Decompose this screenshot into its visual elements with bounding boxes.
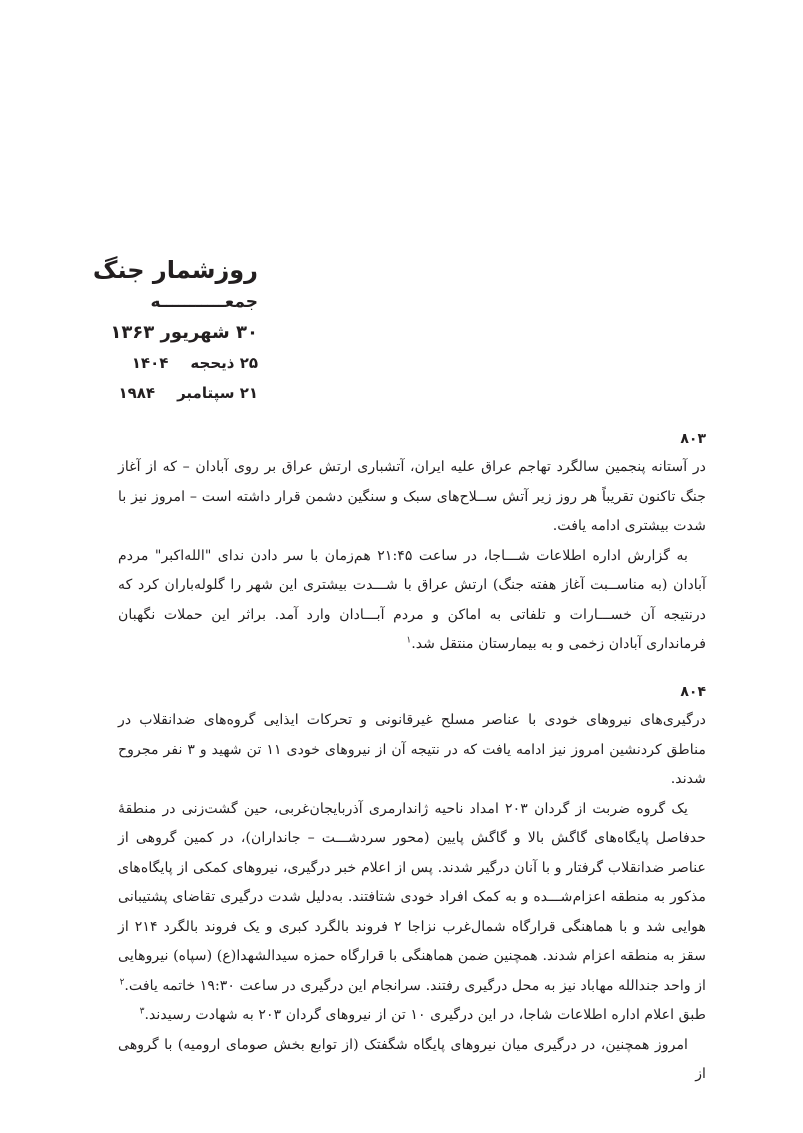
gregorian-day: ۲۱ سپتامبر xyxy=(177,384,258,402)
footnote-marker: ۲ xyxy=(119,976,125,987)
entry-number: ۸۰۴ xyxy=(680,684,706,700)
lunar-year: ۱۴۰۴ xyxy=(131,354,169,372)
gregorian-date xyxy=(98,378,258,408)
paragraph: درگیری‌های نیروهای خودی با عناصر مسلح غیرقانونی و تحرکات ایذایی گروه‌های ضدانقلاب در مناطق کردنشین امروز نیز ادامه یافت که در نتیجه آن از نیروهای خودی ۱۱ تن شهید و ۳ نفر مجروح شدند. xyxy=(118,712,707,787)
book-title: روزشمار جنگ xyxy=(92,256,258,284)
entry-803 xyxy=(118,429,706,660)
solar-date: ۳۰ شهریور ۱۳۶۳ xyxy=(110,322,258,343)
paragraph: طبق اعلام اداره اطلاعات شاجا، در این درگیری ۱۰ تن از نیروهای گردان ۲۰۳ به شهادت رسیدند.$^۳$ xyxy=(139,1006,706,1023)
paragraph: امروز همچنین، در درگیری میان نیروهای پایگاه شگفتک (از توابع بخش صومای ارومیه) با گروهی از xyxy=(118,1036,706,1082)
footnote-marker: ۳ xyxy=(139,1006,145,1017)
lunar-date xyxy=(98,348,258,378)
paragraph: یک گروه ضربت از گردان ۲۰۳ امداد ناحیه ژاندارمری آذربایجان‌غربی، حین گشت‌زنی در منطقهٔ حدفاصل پایگاه‌های گاگش بالا و گاگش پایین (محور سردشـــت – جانداران)، در کمین گروهی از عناصر ضدانقلاب گرفتار و با آنان درگیر شدند. پس از اعلام خبر درگیری، نیروهای کمکی از پایگاه‌های مذکور به منطقه اعزام‌شـــده و به کمک افراد خودی شتافتند. به‌دلیل شدت درگیری تقاضای پشتیبانی هوایی شد و با هماهنگی قرارگاه شمال‌غرب نزاجا ۲ فروند بالگرد کبری و یک فروند بالگرد ۲۱۴ از سقز به منطقه اعزام شدند. همچنین ضمن هماهنگی با قرارگاه حمزه سیدالشهدا(ع) (سپاه) نیروهایی از واحد جندالله مهاباد نیز به محل درگیری رفتند. سرانجام این درگیری در ساعت ۱۹:۳۰ خاتمه یافت.$^۲$ xyxy=(118,800,706,994)
page-header xyxy=(92,252,258,408)
footnote-marker: ۱ xyxy=(406,635,412,646)
entry-804 xyxy=(118,682,706,1090)
gregorian-year: ۱۹۸۴ xyxy=(118,384,156,402)
lunar-day: ۲۵ ذیحجه xyxy=(190,354,258,372)
paragraph: در آستانه پنجمین سالگرد تهاجم عراق علیه ایران، آتشباری ارتش عراق بر روی آبادان – که از آغاز جنگ تاکنون تقریباً هر روز زیر آتش ســلاح‌های سبک و سنگین دشمن قرار داشته است – امروز نیز با شدت بیشتری ادامه یافت. xyxy=(118,459,706,534)
weekday: جمعـــــــــــه xyxy=(150,292,258,312)
paragraph: به گزارش اداره اطلاعات شـــاجا، در ساعت ۲۱:۴۵ هم‌زمان با سر دادن ندای "الله‌اکبر" مردم آبادان (به مناســبت آغاز هفته جنگ) ارتش عراق با شـــدت بیشتری این شهر را گلوله‌باران کرد که درنتیجه آن خســـارات و تلفاتی به اماکن و مردم آبـــادان وارد آمد. براثر این حملات نگهبان فرمانداری آبادان زخمی و به بیمارستان منتقل شد.$^۱$ xyxy=(118,547,706,652)
entry-number: ۸۰۳ xyxy=(680,431,706,447)
